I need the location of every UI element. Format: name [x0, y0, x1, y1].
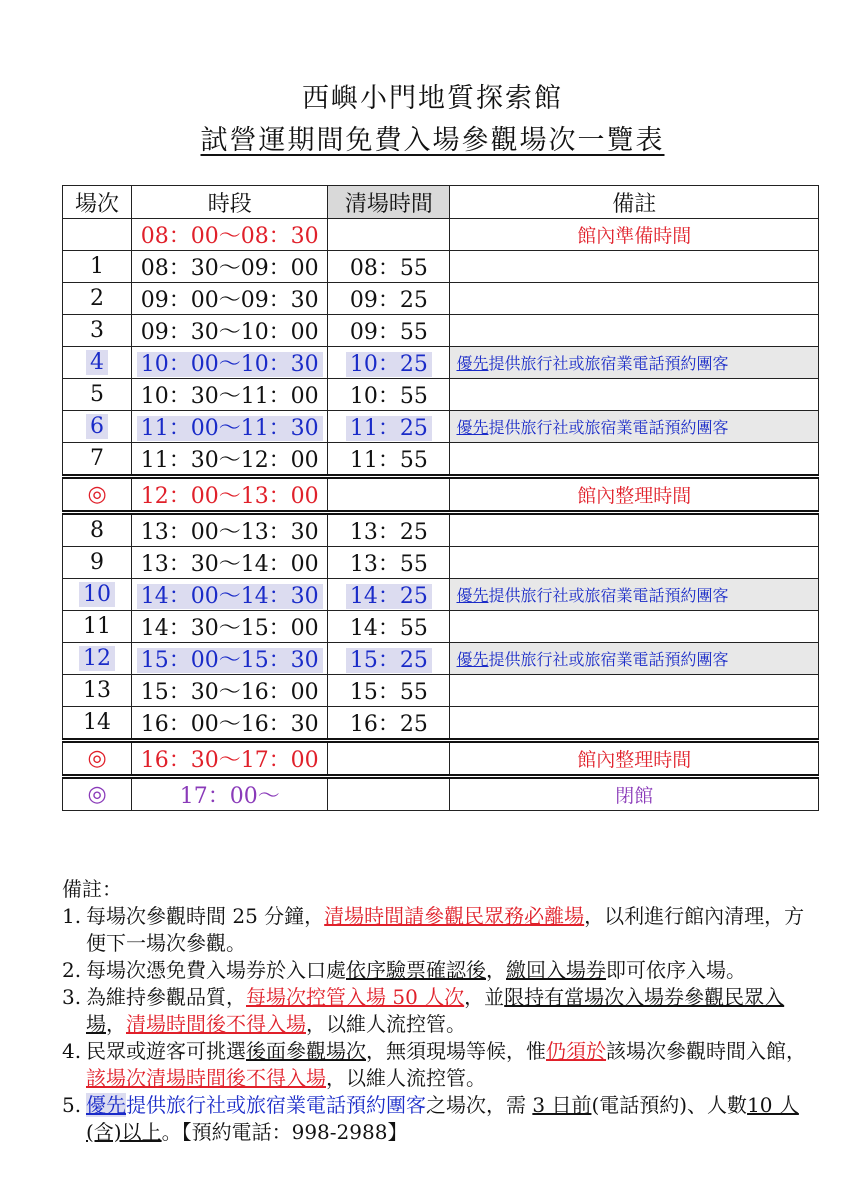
notes-section [62, 876, 822, 1146]
clear-cell: 11：25 [328, 411, 450, 443]
time-cell: 10：00～10：30 [132, 347, 328, 379]
session-row [63, 443, 819, 477]
time-cell: 15：30～16：00 [132, 675, 328, 707]
time-cell: 13：00～13：30 [132, 513, 328, 547]
page-title: 西嶼小門地質探索館 [302, 83, 563, 114]
notes-list [62, 903, 822, 1146]
clear-cell: 14：55 [328, 611, 450, 643]
time-cell: 12：00～13：00 [132, 477, 328, 513]
note-cell: 館內整理時間 [450, 477, 819, 513]
note-cell [450, 315, 819, 347]
clear-cell: 15：25 [328, 643, 450, 675]
session-row [63, 707, 819, 741]
session-cell: 1 [63, 251, 132, 283]
col-header-clear: 清場時間 [328, 186, 450, 219]
clear-cell: 14：25 [328, 579, 450, 611]
col-header-time: 時段 [132, 186, 328, 219]
table-header-row [63, 186, 819, 219]
prep-row [63, 219, 819, 251]
session-row [63, 347, 819, 379]
note-cell [450, 547, 819, 579]
page-subtitle: 試營運期間免費入場參觀場次一覽表 [200, 125, 665, 156]
session-cell: 8 [63, 513, 132, 547]
clear-cell [328, 477, 450, 513]
session-row [63, 547, 819, 579]
note-cell [450, 513, 819, 547]
col-header-session: 場次 [63, 186, 132, 219]
session-row [63, 315, 819, 347]
session-cell: ◎ [63, 741, 132, 777]
session-row [63, 675, 819, 707]
tidy-row [63, 741, 819, 777]
notes-heading: 備註： [62, 877, 122, 901]
note-cell: 優先提供旅行社或旅宿業電話預約團客 [450, 579, 819, 611]
note-cell [450, 707, 819, 741]
clear-cell: 10：25 [328, 347, 450, 379]
time-cell: 09：00～09：30 [132, 283, 328, 315]
session-row [63, 643, 819, 675]
clear-cell: 16：25 [328, 707, 450, 741]
time-cell: 16：00～16：30 [132, 707, 328, 741]
note-cell: 優先提供旅行社或旅宿業電話預約團客 [450, 411, 819, 443]
time-cell: 14：00～14：30 [132, 579, 328, 611]
time-cell: 11：00～11：30 [132, 411, 328, 443]
session-cell [63, 219, 132, 251]
session-row [63, 379, 819, 411]
note-cell [450, 611, 819, 643]
priority-label: 優先 [456, 418, 489, 437]
session-cell: 2 [63, 283, 132, 315]
time-cell: 14：30～15：00 [132, 611, 328, 643]
note-cell: 閉館 [450, 777, 819, 811]
session-cell: 14 [63, 707, 132, 741]
session-row [63, 513, 819, 547]
note-cell [450, 675, 819, 707]
clear-cell [328, 741, 450, 777]
note-cell: 優先提供旅行社或旅宿業電話預約團客 [450, 347, 819, 379]
time-cell: 11：30～12：00 [132, 443, 328, 477]
note-cell [450, 443, 819, 477]
clear-cell: 13：55 [328, 547, 450, 579]
note-item: 2. 每場次憑免費入場券於入口處依序驗票確認後，繳回入場券即可依序入場。 [62, 958, 746, 982]
session-cell: ◎ [63, 777, 132, 811]
session-row [63, 579, 819, 611]
session-row [63, 283, 819, 315]
note-cell [450, 251, 819, 283]
session-cell: 4 [63, 347, 132, 379]
clear-cell: 15：55 [328, 675, 450, 707]
clear-cell: 09：25 [328, 283, 450, 315]
session-cell: ◎ [63, 477, 132, 513]
clear-cell: 13：25 [328, 513, 450, 547]
session-row [63, 411, 819, 443]
close-row [63, 777, 819, 811]
time-cell: 17：00～ [132, 777, 328, 811]
clear-cell [328, 219, 450, 251]
time-cell: 15：00～15：30 [132, 643, 328, 675]
session-row [63, 251, 819, 283]
morning-sessions [63, 251, 819, 477]
priority-label: 優先 [456, 586, 489, 605]
session-cell: 11 [63, 611, 132, 643]
schedule-table [62, 185, 819, 811]
session-cell: 6 [63, 411, 132, 443]
priority-label: 優先 [456, 354, 489, 373]
clear-cell [328, 777, 450, 811]
note-cell [450, 379, 819, 411]
session-cell: 13 [63, 675, 132, 707]
note-cell: 優先提供旅行社或旅宿業電話預約團客 [450, 643, 819, 675]
priority-label: 優先 [456, 650, 489, 669]
lunch-row [63, 477, 819, 513]
time-cell: 10：30～11：00 [132, 379, 328, 411]
time-cell: 16：30～17：00 [132, 741, 328, 777]
note-cell [450, 283, 819, 315]
session-cell: 5 [63, 379, 132, 411]
clear-cell: 10：55 [328, 379, 450, 411]
time-cell: 13：30～14：00 [132, 547, 328, 579]
note-cell: 館內準備時間 [450, 219, 819, 251]
note-item: 3. 為維持參觀品質，每場次控管入場 50 人次，並限持有當場次入場券參觀民眾入場，清場時間後不得入場，以維人流控管。 [62, 985, 785, 1036]
note-item: 1. 每場次參觀時間 25 分鐘，清場時間請參觀民眾務必離場，以利進行館內清理，方便下一場次參觀。 [62, 904, 805, 955]
time-cell: 09：30～10：00 [132, 315, 328, 347]
session-cell: 10 [63, 579, 132, 611]
col-header-note: 備註 [450, 186, 819, 219]
clear-cell: 09：55 [328, 315, 450, 347]
note-item: 4. 民眾或遊客可挑選後面參觀場次，無須現場等候，惟仍須於該場次參觀時間入館，該場次清場時間後不得入場，以維人流控管。 [62, 1039, 806, 1090]
session-cell: 9 [63, 547, 132, 579]
session-cell: 3 [63, 315, 132, 347]
afternoon-sessions [63, 513, 819, 741]
note-cell: 館內整理時間 [450, 741, 819, 777]
clear-cell: 11：55 [328, 443, 450, 477]
clear-cell: 08：55 [328, 251, 450, 283]
session-row [63, 611, 819, 643]
session-cell: 7 [63, 443, 132, 477]
time-cell: 08：30～09：00 [132, 251, 328, 283]
note-item: 5. 優先提供旅行社或旅宿業電話預約團客之場次，需 3 日前(電話預約)、人數10 人(含)以上。【預約電話：998-2988】 [62, 1093, 799, 1144]
time-cell: 08：00～08：30 [132, 219, 328, 251]
session-cell: 12 [63, 643, 132, 675]
